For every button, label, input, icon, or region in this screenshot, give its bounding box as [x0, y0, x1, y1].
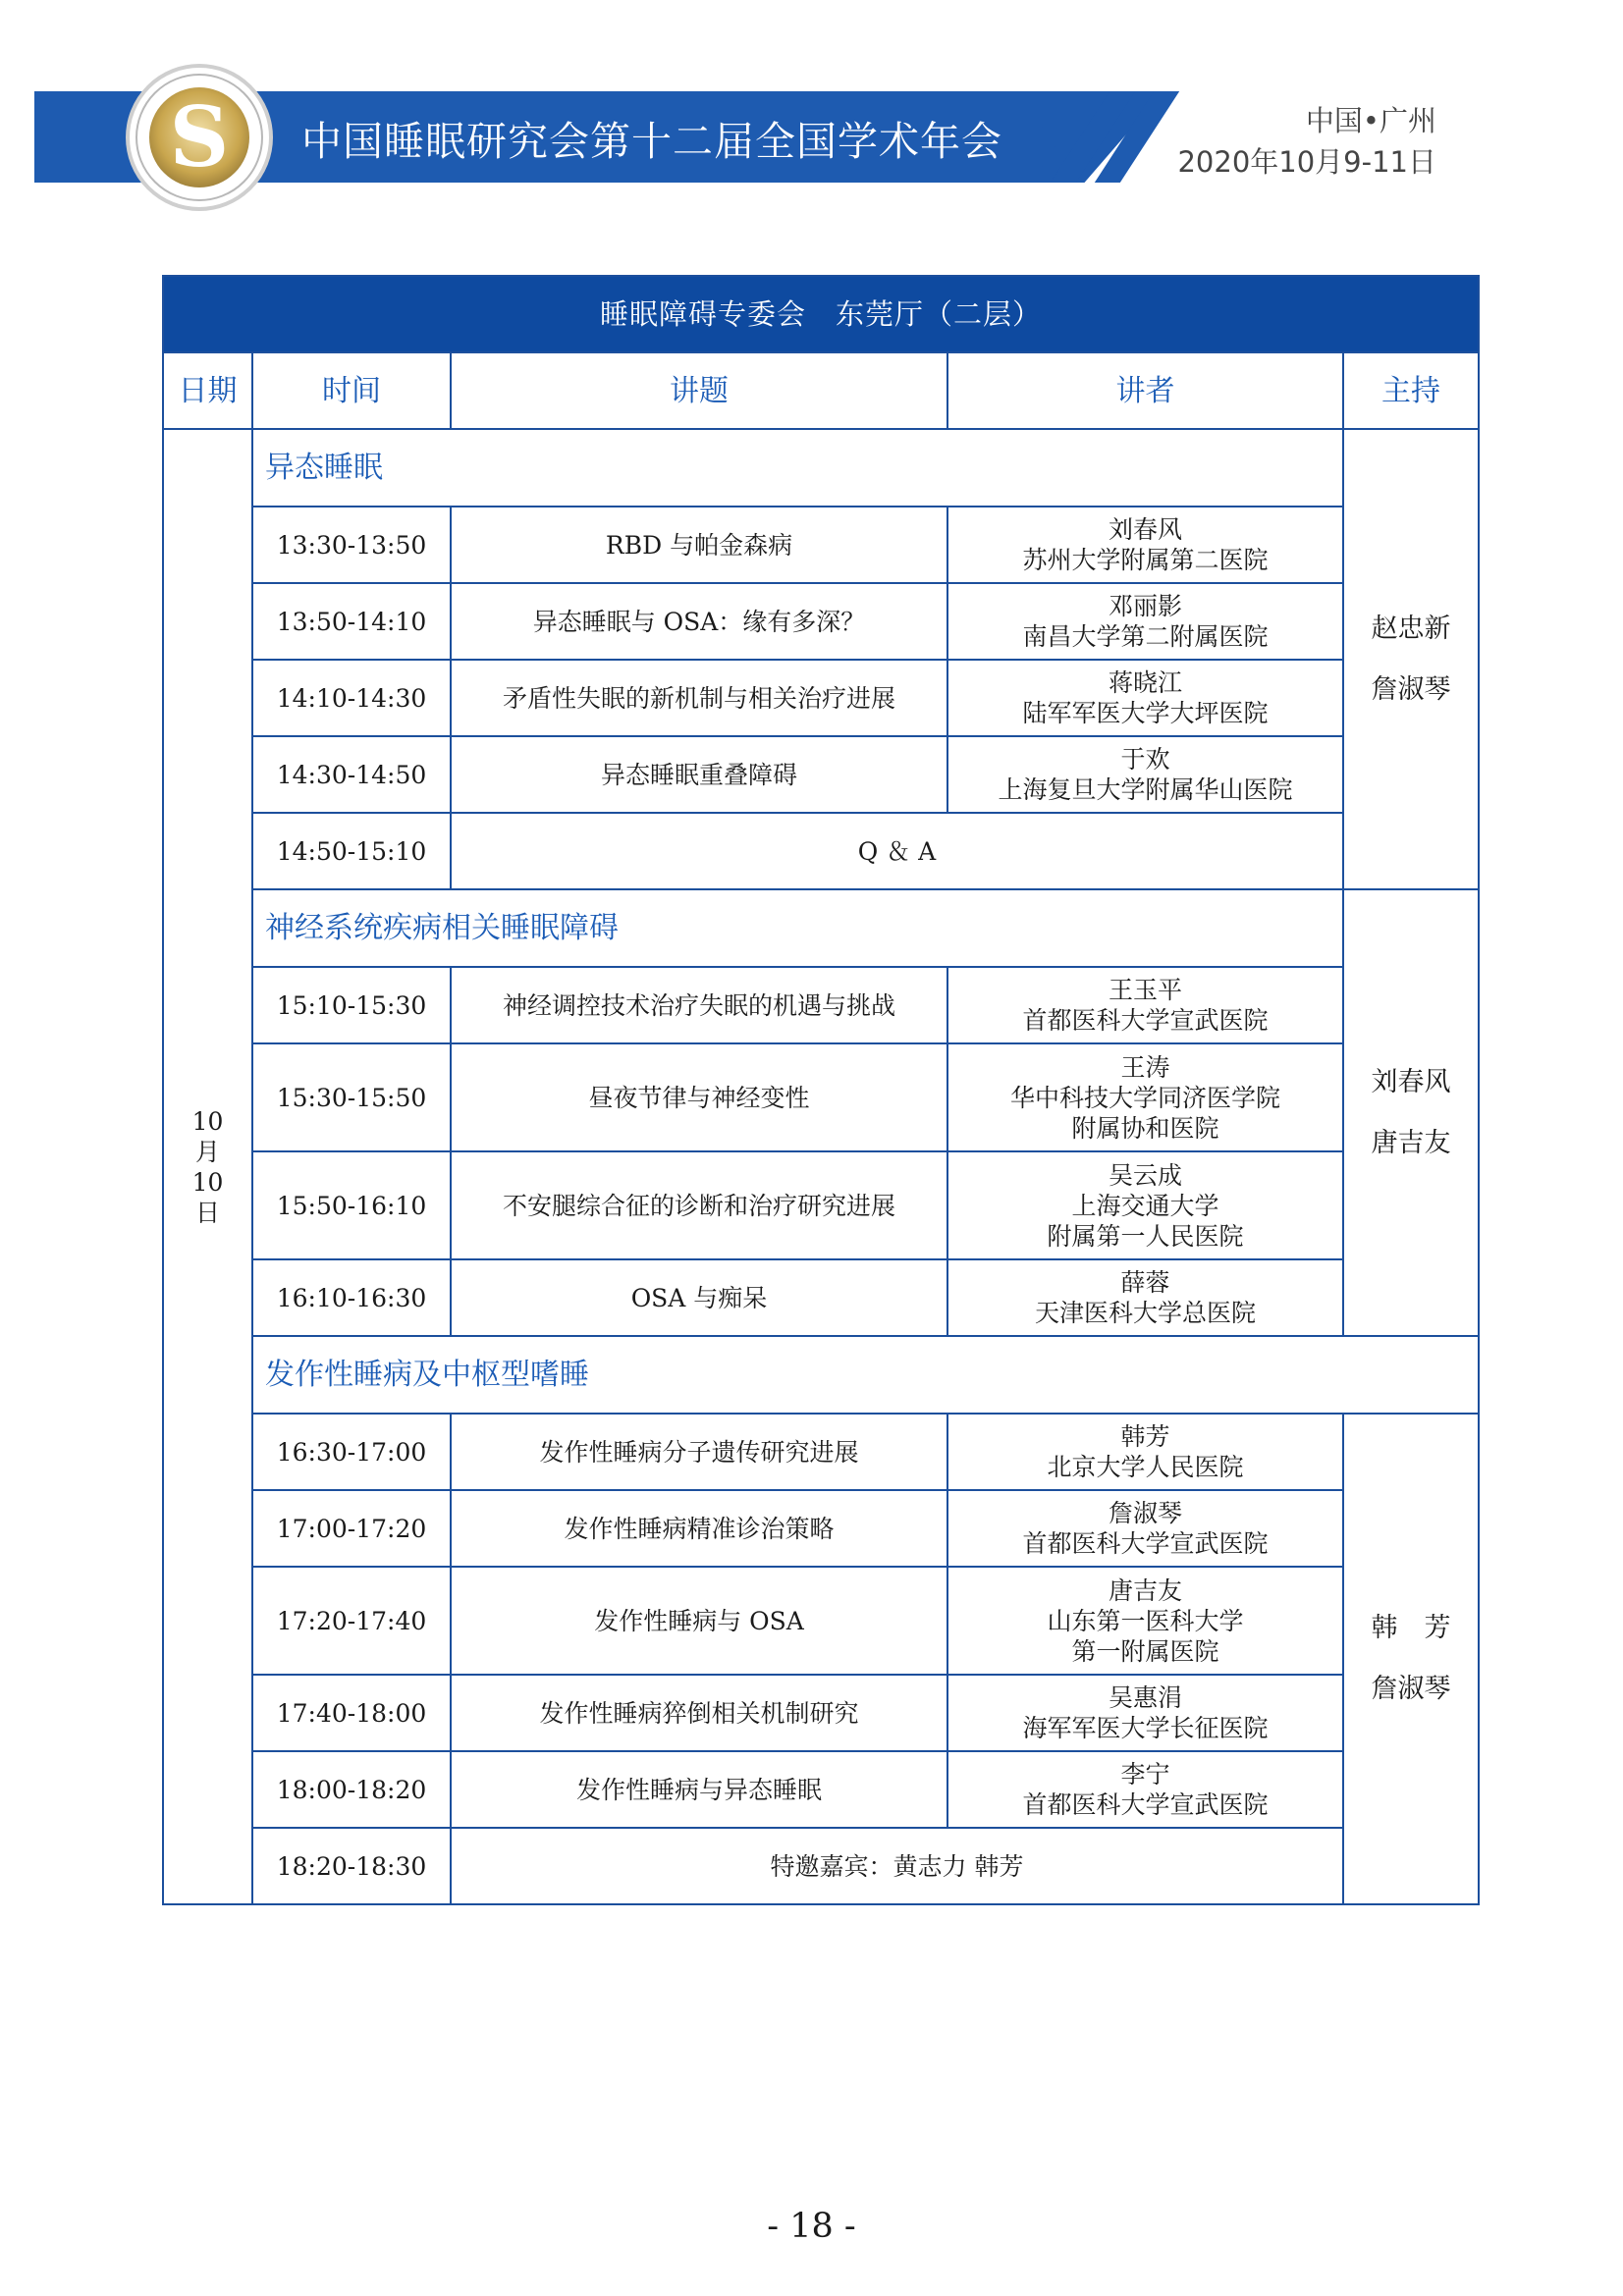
header-speaker: 讲者	[947, 352, 1343, 429]
topic-cell: 不安腿综合征的诊断和治疗研究进展	[451, 1151, 947, 1259]
section-title: 发作性睡病及中枢型嗜睡	[252, 1336, 1479, 1414]
header-host: 主持	[1343, 352, 1479, 429]
time-cell: 17:00-17:20	[252, 1490, 451, 1567]
speaker-cell: 詹淑琴 首都医科大学宣武医院	[947, 1490, 1343, 1567]
table-row	[163, 1828, 1479, 1904]
host-cell: 赵忠新 詹淑琴	[1343, 429, 1479, 889]
topic-cell: 发作性睡病精准诊治策略	[451, 1490, 947, 1567]
table-row	[163, 1151, 1479, 1259]
speaker-cell: 王涛 华中科技大学同济医学院 附属协和医院	[947, 1043, 1343, 1151]
table-row	[163, 1567, 1479, 1675]
table-row	[163, 1751, 1479, 1828]
speaker-cell: 于欢 上海复旦大学附属华山医院	[947, 736, 1343, 813]
speaker-cell: 邓丽影 南昌大学第二附属医院	[947, 583, 1343, 660]
header-date: 日期	[163, 352, 252, 429]
time-cell: 17:20-17:40	[252, 1567, 451, 1675]
speaker-cell: 李宁 首都医科大学宣武医院	[947, 1751, 1343, 1828]
host-cell: 刘春风 唐吉友	[1343, 889, 1479, 1336]
qa-cell: Q ＆ A	[451, 813, 1343, 889]
time-cell: 15:10-15:30	[252, 967, 451, 1043]
topic-cell: RBD 与帕金森病	[451, 507, 947, 583]
speaker-cell: 吴惠涓 海军军医大学长征医院	[947, 1675, 1343, 1751]
topic-cell: 发作性睡病猝倒相关机制研究	[451, 1675, 947, 1751]
logo-emblem	[149, 87, 249, 187]
speaker-cell: 王玉平 首都医科大学宣武医院	[947, 967, 1343, 1043]
logo-symbol: S	[169, 88, 230, 186]
time-cell: 14:50-15:10	[252, 813, 451, 889]
speaker-cell: 刘春风 苏州大学附属第二医院	[947, 507, 1343, 583]
table-row	[163, 1414, 1479, 1490]
table-row	[163, 813, 1479, 889]
table-row	[163, 736, 1479, 813]
page-number: - 18 -	[767, 2207, 856, 2246]
topic-cell: 神经调控技术治疗失眠的机遇与挑战	[451, 967, 947, 1043]
time-cell: 17:40-18:00	[252, 1675, 451, 1751]
topic-cell: 异态睡眠重叠障碍	[451, 736, 947, 813]
topic-cell: OSA 与痴呆	[451, 1259, 947, 1336]
time-cell: 13:30-13:50	[252, 507, 451, 583]
time-cell: 13:50-14:10	[252, 583, 451, 660]
time-cell: 14:30-14:50	[252, 736, 451, 813]
table-row	[163, 1043, 1479, 1151]
topic-cell: 昼夜节律与神经变性	[451, 1043, 947, 1151]
section-title: 神经系统疾病相关睡眠障碍	[252, 889, 1343, 967]
table-row	[163, 967, 1479, 1043]
topic-cell: 发作性睡病与异态睡眠	[451, 1751, 947, 1828]
time-cell: 15:50-16:10	[252, 1151, 451, 1259]
table-row	[163, 660, 1479, 736]
host-cell: 韩 芳 詹淑琴	[1343, 1414, 1479, 1904]
speaker-cell: 吴云成 上海交通大学 附属第一人民医院	[947, 1151, 1343, 1259]
time-cell: 16:30-17:00	[252, 1414, 451, 1490]
table-row	[163, 583, 1479, 660]
speaker-cell: 韩芳 北京大学人民医院	[947, 1414, 1343, 1490]
table-row	[163, 1675, 1479, 1751]
topic-cell: 发作性睡病与 OSA	[451, 1567, 947, 1675]
section-title: 异态睡眠	[252, 429, 1343, 507]
location-date-block	[1177, 100, 1436, 183]
conference-title: 中国睡眠研究会第十二届全国学术年会	[301, 118, 1002, 165]
topic-cell: 发作性睡病分子遗传研究进展	[451, 1414, 947, 1490]
speaker-cell: 蒋晓江 陆军军医大学大坪医院	[947, 660, 1343, 736]
speaker-cell: 薛蓉 天津医科大学总医院	[947, 1259, 1343, 1336]
time-cell: 18:00-18:20	[252, 1751, 451, 1828]
speaker-cell: 唐吉友 山东第一医科大学 第一附属医院	[947, 1567, 1343, 1675]
society-logo	[126, 64, 273, 211]
time-cell: 18:20-18:30	[252, 1828, 451, 1904]
time-cell: 16:10-16:30	[252, 1259, 451, 1336]
header-time: 时间	[252, 352, 451, 429]
table-row	[163, 1490, 1479, 1567]
topic-cell: 异态睡眠与 OSA：缘有多深？	[451, 583, 947, 660]
time-cell: 15:30-15:50	[252, 1043, 451, 1151]
guest-cell: 特邀嘉宾：黄志力 韩芳	[451, 1828, 1343, 1904]
date-range-text: 2020年10月9-11日	[1177, 145, 1436, 179]
table-row	[163, 507, 1479, 583]
topic-cell: 矛盾性失眠的新机制与相关治疗进展	[451, 660, 947, 736]
schedule-table	[162, 275, 1480, 1905]
table-title: 睡眠障碍专委会 东莞厅（二层）	[163, 276, 1479, 352]
time-cell: 14:10-14:30	[252, 660, 451, 736]
location-text: 中国•广州	[1305, 104, 1436, 137]
date-cell: 10 月 10 日	[163, 429, 252, 1904]
table-row	[163, 1259, 1479, 1336]
header-topic: 讲题	[451, 352, 947, 429]
